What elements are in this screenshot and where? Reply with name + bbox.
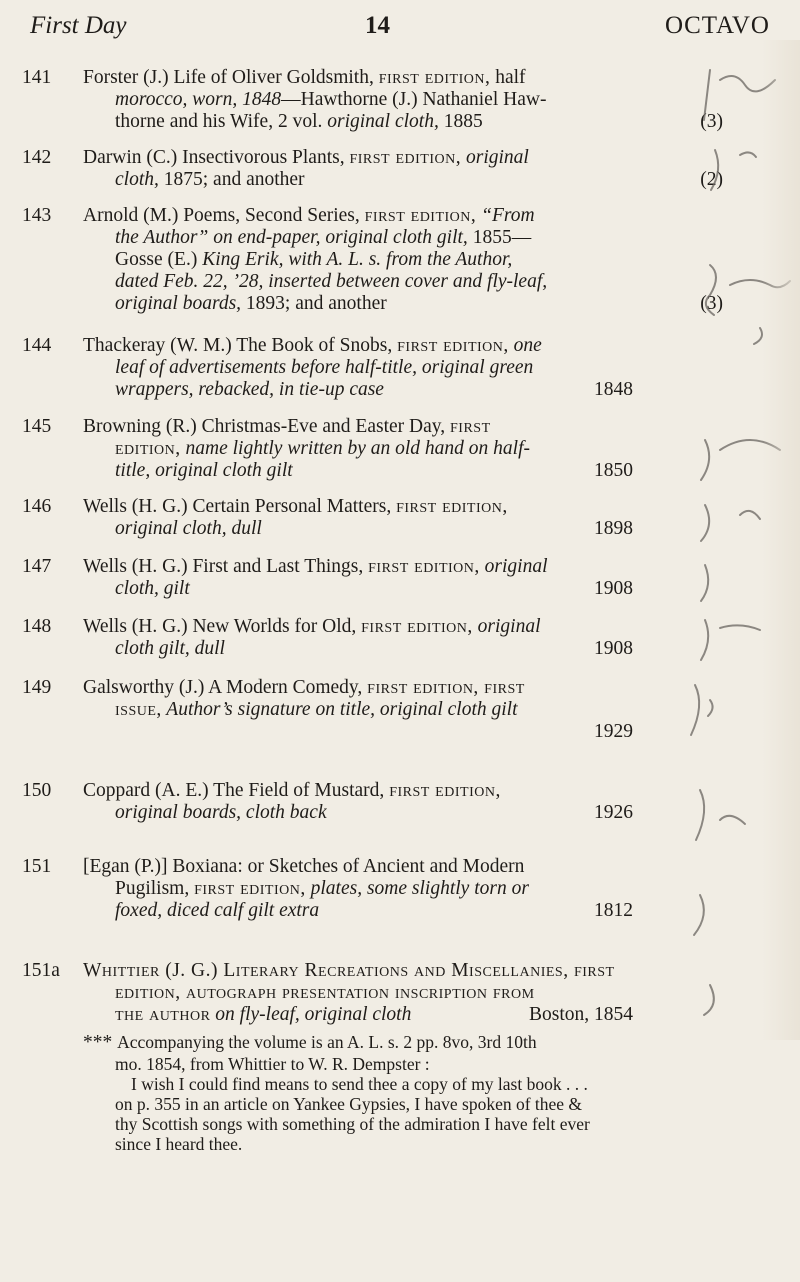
publication-date: 1812 bbox=[594, 900, 633, 921]
lot-description: Wells (H. G.) First and Last Things, first edition, original cloth, gilt 1908 bbox=[83, 556, 633, 599]
lot-description: Galsworthy (J.) A Modern Comedy, first edition, first issue, Author’s signature on title, original cloth gilt 1929 bbox=[83, 677, 633, 742]
lot-description: Whittier (J. G.) Literary Recreations and Miscellanies, first edition, autograph presentation inscription from the author on fly-leaf, original cloth Boston, 1854 *** Accompanying the volume is an A. L. s. 2 pp. 8vo, 3rd 10th mo. 1854, from Whittier to W. R. Dempster : I wish I could find means to send thee a copy of my last book . . . on p. 355 in an article on Yankee Gypsies, I have spoken of thee & thy Scottish songs with something of the admiration I have felt ever since I heard thee. bbox=[83, 960, 633, 1154]
item-count: (2) bbox=[700, 169, 723, 190]
lot-number: 147 bbox=[22, 556, 52, 577]
lot-description: Arnold (M.) Poems, Second Series, first edition, “From the Author” on end-paper, original cloth gilt, 1855— Gosse (E.) King Erik, with A. L. s. from the Author, dated Feb. 22, ’28, inserted between cover and fly-leaf, original boards, 1893; and another (3) bbox=[83, 205, 723, 314]
lot-description: Browning (R.) Christmas-Eve and Easter Day, first edition, name lightly written by an old hand on half- title, original cloth gilt 1850 bbox=[83, 416, 633, 481]
publication-date: 1926 bbox=[594, 802, 633, 823]
publication-date: 1898 bbox=[594, 518, 633, 539]
lot-number: 145 bbox=[22, 416, 52, 437]
lot-description: Darwin (C.) Insectivorous Plants, first edition, original cloth, 1875; and another (2) bbox=[83, 147, 723, 190]
lot-number: 151a bbox=[22, 960, 60, 981]
lot-number: 146 bbox=[22, 496, 52, 517]
publication-date: 1848 bbox=[594, 379, 633, 400]
item-count: (3) bbox=[700, 293, 723, 314]
running-title: First Day bbox=[30, 12, 127, 39]
page-number: 14 bbox=[365, 12, 390, 39]
lot-description: Wells (H. G.) Certain Personal Matters, first edition, original cloth, dull 1898 bbox=[83, 496, 633, 539]
item-count: (3) bbox=[700, 111, 723, 132]
publication-date: 1908 bbox=[594, 638, 633, 659]
page-header bbox=[30, 12, 770, 52]
publication-place-date: Boston, 1854 bbox=[528, 1004, 633, 1025]
lot-description: Thackeray (W. M.) The Book of Snobs, first edition, one leaf of advertisements before half-title, original green wrappers, rebacked, in tie-up case 1848 bbox=[83, 335, 633, 400]
lot-number: 142 bbox=[22, 147, 52, 168]
lot-number: 150 bbox=[22, 780, 52, 801]
lot-number: 143 bbox=[22, 205, 52, 226]
publication-date: 1908 bbox=[594, 578, 633, 599]
lot-number: 144 bbox=[22, 335, 52, 356]
lot-number: 148 bbox=[22, 616, 52, 637]
lot-description: [Egan (P.)] Boxiana: or Sketches of Ancient and Modern Pugilism, first edition, plates, some slightly torn or foxed, diced calf gilt extra 1812 bbox=[83, 856, 633, 921]
lot-number: 149 bbox=[22, 677, 52, 698]
format-label: OCTAVO bbox=[665, 12, 770, 39]
page-edge-shading bbox=[762, 40, 800, 1040]
publication-date: 1929 bbox=[594, 721, 633, 742]
lot-description: Wells (H. G.) New Worlds for Old, first edition, original cloth gilt, dull 1908 bbox=[83, 616, 633, 659]
publication-date: 1850 bbox=[594, 460, 633, 481]
lot-description: Forster (J.) Life of Oliver Goldsmith, first edition, half morocco, worn, 1848—Hawthorne (J.) Nathaniel Haw- thorne and his Wife, 2 vol. original cloth, 1885 (3) bbox=[83, 67, 723, 132]
lot-description: Coppard (A. E.) The Field of Mustard, first edition, original boards, cloth back 1926 bbox=[83, 780, 633, 823]
lot-number: 141 bbox=[22, 67, 52, 88]
lot-number: 151 bbox=[22, 856, 52, 877]
